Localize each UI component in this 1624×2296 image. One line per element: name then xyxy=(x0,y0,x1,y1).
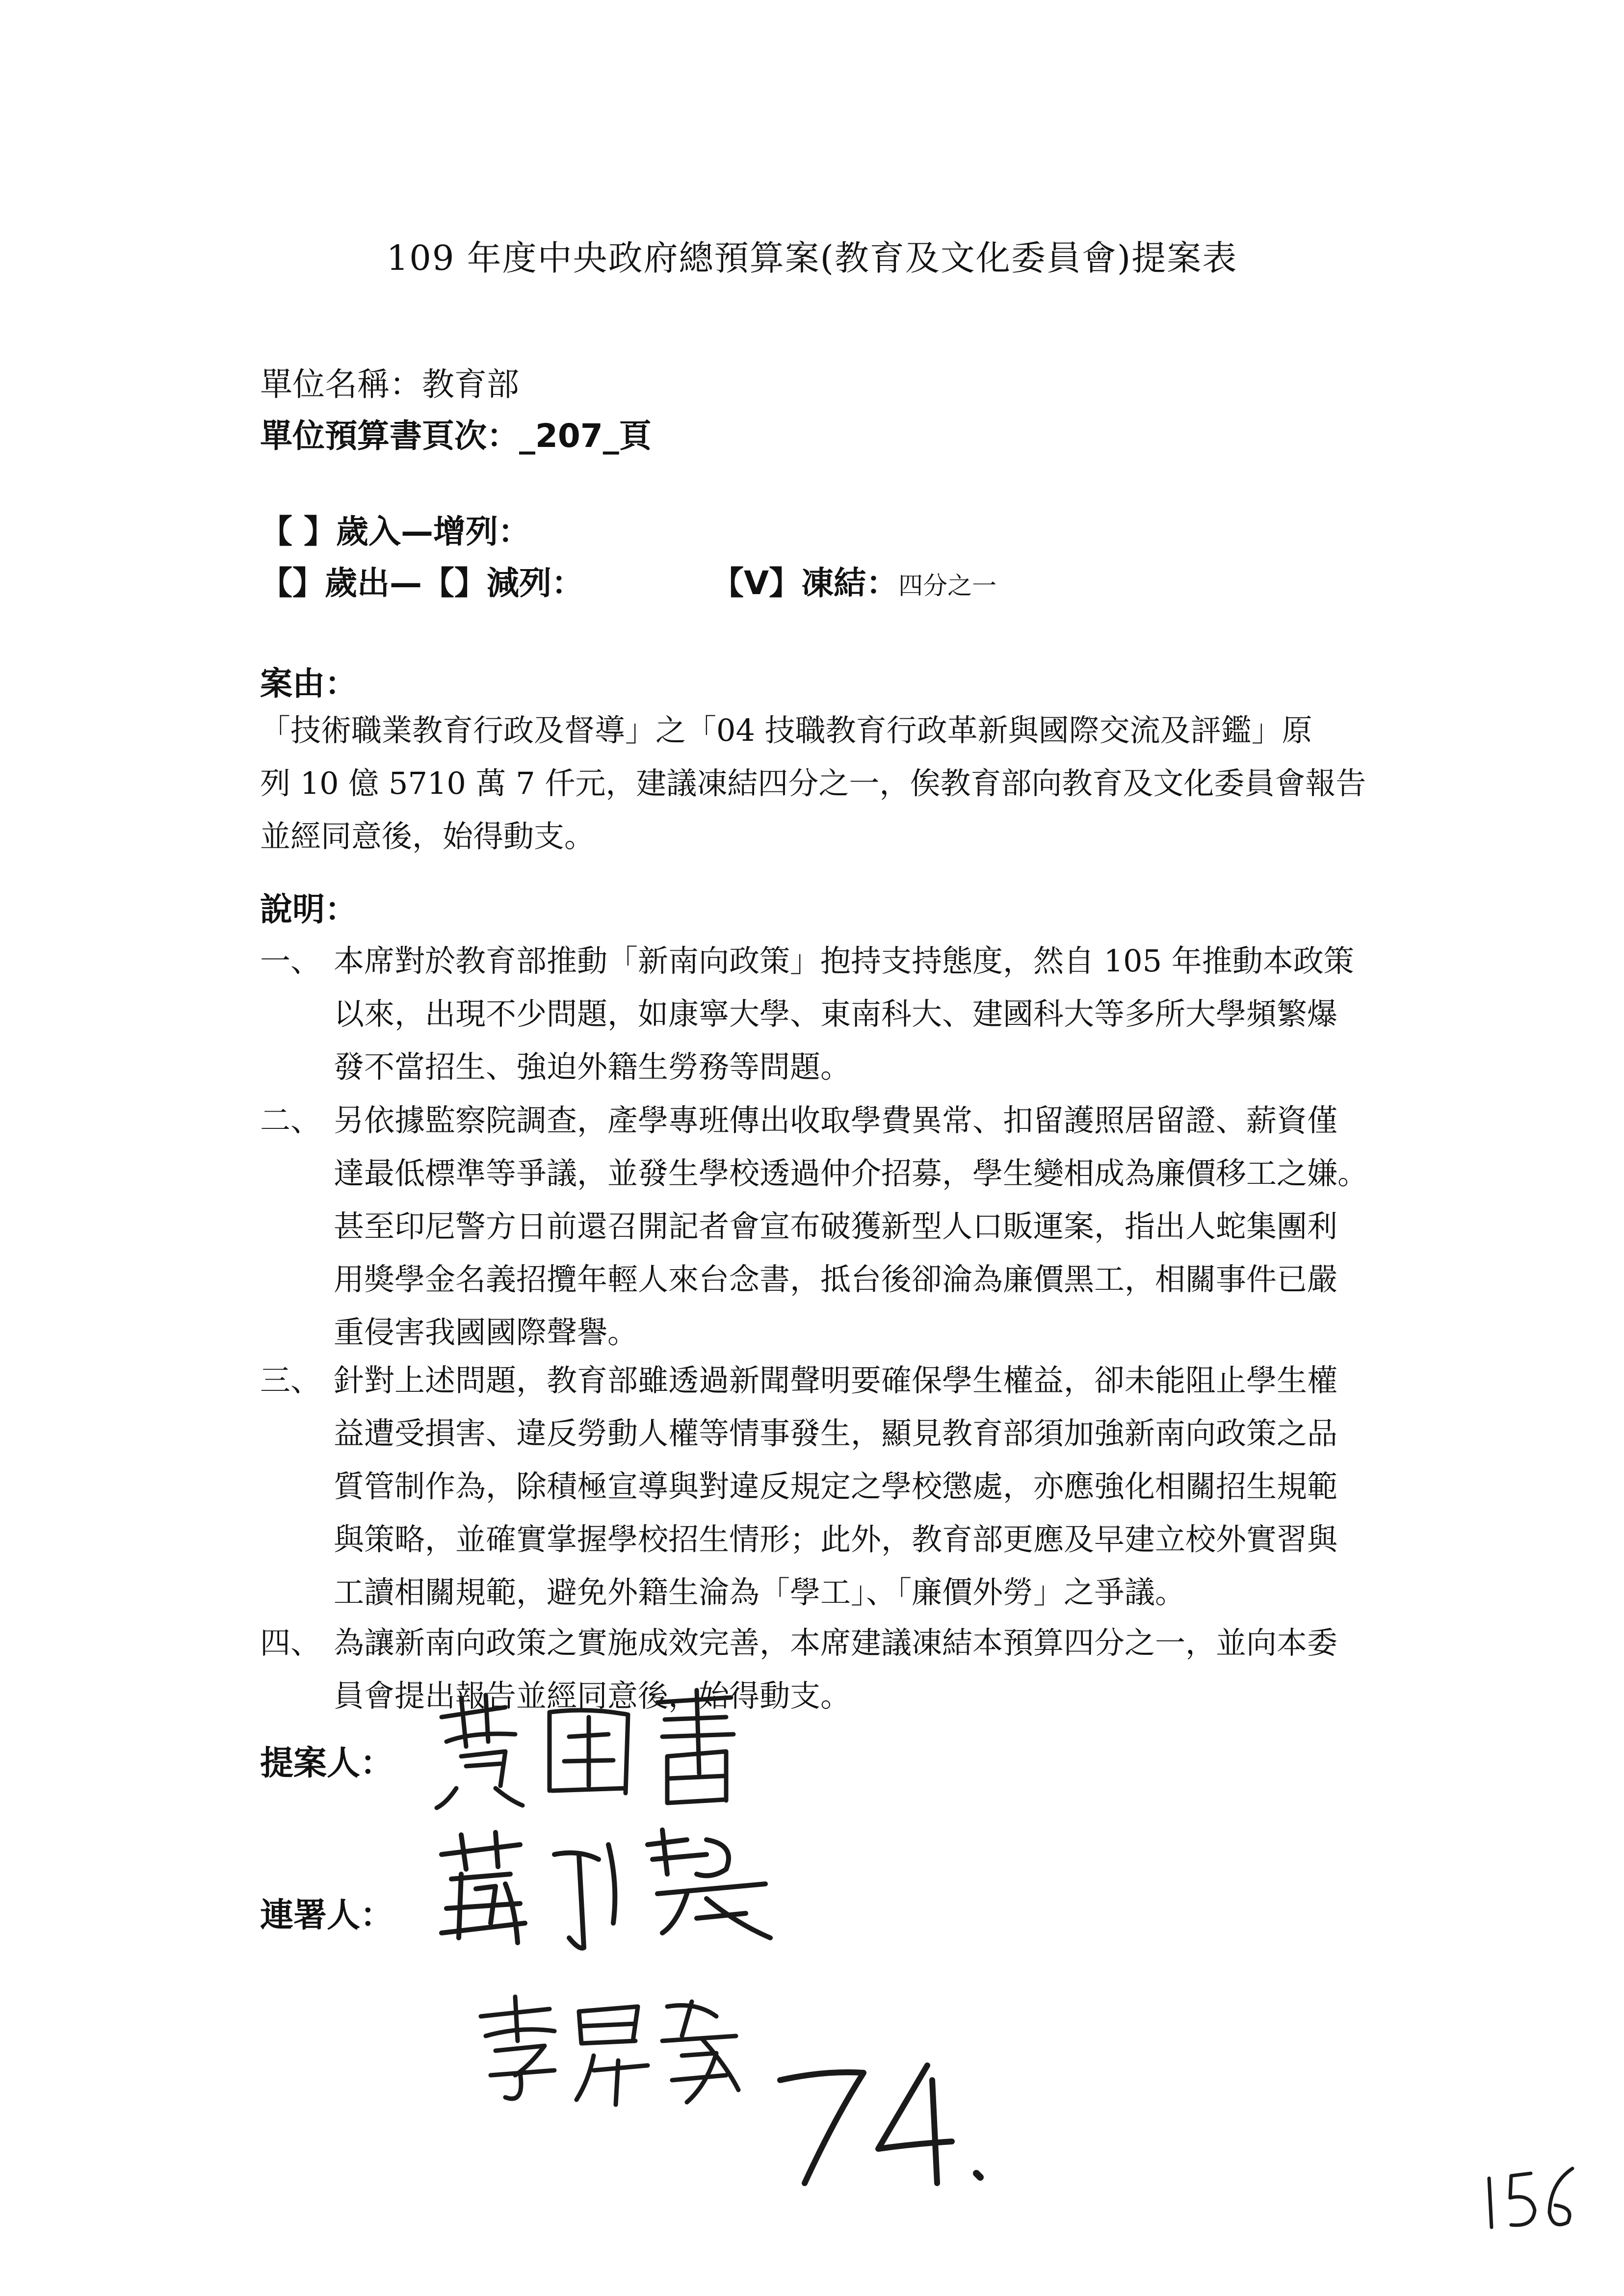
item-line: 員會提出報告並經同意後，始得動支。 xyxy=(334,1678,851,1714)
item-line: 以來，出現不少問題，如康寧大學、東南科大、建國科大等多所大學頻繁爆 xyxy=(334,996,1338,1032)
unit-name: 單位名稱：教育部 xyxy=(260,365,519,403)
page-number-handwritten xyxy=(1477,2159,1585,2237)
item-line: 為讓新南向政策之實施成效完善，本席建議凍結本預算四分之一，並向本委 xyxy=(334,1625,1338,1661)
item-line: 用獎學金名義招攬年輕人來台念書，抵台後卻淪為廉價黑工，相關事件已嚴 xyxy=(334,1261,1338,1297)
reason-heading: 案由： xyxy=(260,665,357,703)
reason-line: 列 10 億 5710 萬 7 仟元，建議凍結四分之一，俟教育部向教育及文化委員會報告 xyxy=(260,765,1366,801)
item-number: 一、 xyxy=(260,943,321,979)
reason-text xyxy=(260,704,1366,863)
cosigner-label: 連署人： xyxy=(260,1896,394,1935)
item-line: 另依據監察院調查，產學專班傳出收取學費異常、扣留護照居留證、薪資僅 xyxy=(334,1102,1338,1138)
revenue-line: 【 】歲入—增列： xyxy=(260,513,530,550)
document-title: 109 年度中央政府總預算案(教育及文化委員會)提案表 xyxy=(386,238,1238,278)
item-number: 二、 xyxy=(260,1102,321,1138)
cosigner-signature-1 xyxy=(432,1825,785,1953)
item-line: 發不當招生、強迫外籍生勞務等問題。 xyxy=(334,1049,851,1085)
reason-line: 「技術職業教育行政及督導」之「04 技職教育行政革新與國際交流及評鑑」原 xyxy=(260,712,1312,748)
handwritten-number xyxy=(765,2051,1001,2198)
item-line: 質管制作為，除積極宣導與對違反規定之學校懲處，亦應強化相關招生規範 xyxy=(334,1468,1338,1504)
item-line: 針對上述問題，教育部雖透過新聞聲明要確保學生權益，卻未能阻止學生權 xyxy=(334,1362,1338,1398)
item-line: 本席對於教育部推動「新南向政策」抱持支持態度，然自 105 年推動本政策 xyxy=(334,943,1354,979)
item-line: 重侵害我國國際聲譽。 xyxy=(334,1314,638,1350)
freeze-line xyxy=(711,557,996,603)
item-number: 三、 xyxy=(260,1362,321,1398)
explanation-heading: 說明： xyxy=(260,890,357,928)
reason-line: 並經同意後，始得動支。 xyxy=(260,818,595,854)
freeze-amount: 四分之一 xyxy=(898,572,997,600)
item-line: 工讀相關規範，避免外籍生淪為「學工」、「廉價外勞」之爭議。 xyxy=(334,1574,1186,1610)
proposer-signature xyxy=(432,1688,751,1815)
expense-line: 【】歲出—【】減列： xyxy=(260,564,584,602)
cosigner-signature-2 xyxy=(471,1992,746,2110)
item-line: 與策略，並確實掌握學校招生情形；此外，教育部更應及早建立校外實習與 xyxy=(334,1521,1338,1557)
proposer-label: 提案人： xyxy=(260,1744,394,1783)
item-line: 甚至印尼警方日前還召開記者會宣布破獲新型人口販運案，指出人蛇集團利 xyxy=(334,1208,1338,1244)
item-line: 達最低標準等爭議，並發生學校透過仲介招募，學生變相成為廉價移工之嫌。 xyxy=(334,1155,1368,1191)
item-line: 益遭受損害、違反勞動人權等情事發生，顯見教育部須加強新南向政策之品 xyxy=(334,1415,1338,1451)
freeze-label: 【V】凍結： xyxy=(711,564,899,602)
budget-page: 單位預算書頁次：_207_頁 xyxy=(260,417,652,455)
item-number: 四、 xyxy=(260,1625,321,1661)
